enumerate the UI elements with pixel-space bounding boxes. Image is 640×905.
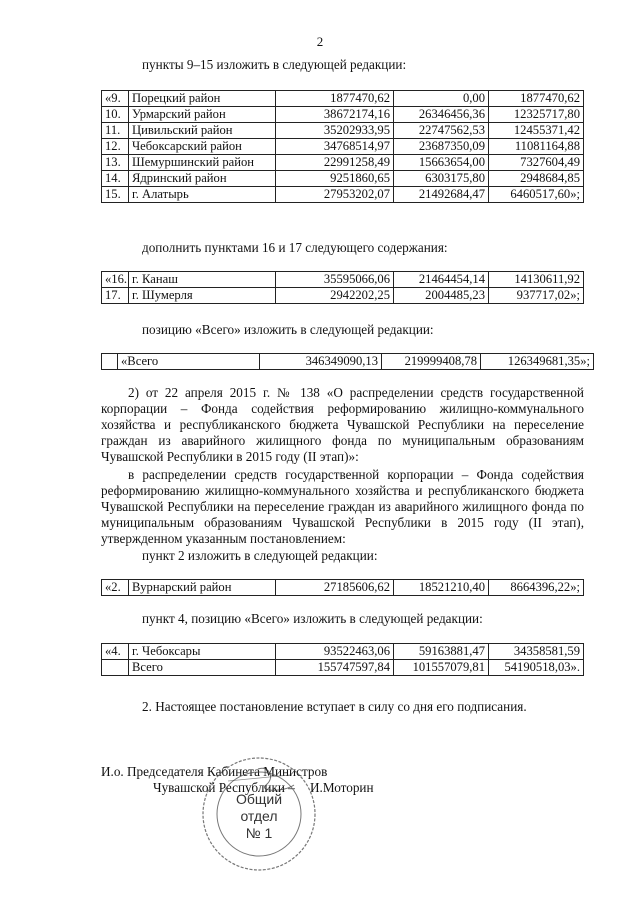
signature-name: И.Моторин [310, 780, 374, 795]
table-row [102, 354, 594, 370]
row-name: Всего [129, 660, 276, 676]
row-value-budget: 2948684,85 [489, 171, 584, 187]
row-number: «4. [102, 644, 129, 660]
row-name: Урмарский район [129, 107, 276, 123]
stamp-text-line3: № 1 [245, 825, 273, 841]
table-row [102, 139, 584, 155]
row-number: 15. [102, 187, 129, 203]
stamp-text-line2: отдел [240, 808, 278, 824]
intro-item-4-total: пункт 4, позицию «Всего» изложить в следующей редакции: [142, 611, 483, 626]
row-value-fund: 22747562,53 [394, 123, 489, 139]
row-value-fund: 59163881,47 [394, 644, 489, 660]
row-value-fund: 15663654,00 [394, 155, 489, 171]
row-name: Ядринский район [129, 171, 276, 187]
row-name: г. Алатырь [129, 187, 276, 203]
row-value-total: 38672174,16 [276, 107, 394, 123]
row-number: 11. [102, 123, 129, 139]
table-row [102, 171, 584, 187]
distribution-paragraph: в распределении средств государственной корпорации – Фонда содействия реформированию жилищно-коммунального хозяйства и республиканского бюджета Чувашской Республики на переселение граждан из аварийного жилищного фонда по муниципальным образованиям Чувашской Республики в 2015 году (II этап), утвержденном указанным постановлением: [101, 467, 584, 546]
intro-items-16-17: дополнить пунктами 16 и 17 следующего содержания: [142, 240, 448, 255]
table-total [101, 353, 594, 370]
row-value-budget: 54190518,03». [489, 660, 584, 676]
row-name: Чебоксарский район [129, 139, 276, 155]
row-value-budget: 7327604,49 [489, 155, 584, 171]
row-number: 12. [102, 139, 129, 155]
row-number: «2. [102, 580, 129, 596]
row-value-fund: 26346456,36 [394, 107, 489, 123]
table-row [102, 187, 584, 203]
row-value-budget: 12325717,80 [489, 107, 584, 123]
row-value-total: 27953202,07 [276, 187, 394, 203]
row-value-budget: 126349681,35»; [481, 354, 594, 370]
row-number: 13. [102, 155, 129, 171]
row-value-fund: 101557079,81 [394, 660, 489, 676]
row-value-fund: 18521210,40 [394, 580, 489, 596]
table-item-4-total [101, 643, 584, 676]
row-value-fund: 219999408,78 [382, 354, 481, 370]
row-value-total: 346349090,13 [260, 354, 382, 370]
row-value-budget: 937717,02»; [489, 288, 584, 304]
row-value-budget: 6460517,60»; [489, 187, 584, 203]
row-value-total: 93522463,06 [276, 644, 394, 660]
row-number: 14. [102, 171, 129, 187]
row-value-total: 155747597,84 [276, 660, 394, 676]
row-number [102, 354, 118, 370]
table-row [102, 123, 584, 139]
row-value-total: 35595066,06 [276, 272, 394, 288]
row-number: «9. [102, 91, 129, 107]
table-items-16-17 [101, 271, 584, 304]
row-value-fund: 0,00 [394, 91, 489, 107]
page-number: 2 [316, 34, 324, 49]
intro-total: позицию «Всего» изложить в следующей редакции: [142, 322, 434, 337]
row-name: Вурнарский район [129, 580, 276, 596]
table-row [102, 660, 584, 676]
row-value-total: 2942202,25 [276, 288, 394, 304]
table-row [102, 580, 584, 596]
table-row [102, 155, 584, 171]
row-name: Шемуршинский район [129, 155, 276, 171]
row-name: Порецкий район [129, 91, 276, 107]
table-item-2 [101, 579, 584, 596]
row-value-total: 1877470,62 [276, 91, 394, 107]
row-value-fund: 23687350,09 [394, 139, 489, 155]
table-items-9-15 [101, 90, 584, 203]
row-number: «16. [102, 272, 129, 288]
table-row [102, 288, 584, 304]
table-row [102, 272, 584, 288]
row-name: «Всего [118, 354, 260, 370]
row-value-fund: 2004485,23 [394, 288, 489, 304]
row-value-fund: 21464454,14 [394, 272, 489, 288]
row-value-budget: 11081164,88 [489, 139, 584, 155]
signature-republic: Чувашской Республики – [153, 780, 295, 795]
row-value-budget: 14130611,92 [489, 272, 584, 288]
row-number: 17. [102, 288, 129, 304]
effective-paragraph: 2. Настоящее постановление вступает в силу со дня его подписания. [142, 699, 527, 714]
row-value-total: 27185606,62 [276, 580, 394, 596]
table-row [102, 644, 584, 660]
row-value-budget: 12455371,42 [489, 123, 584, 139]
table-row [102, 91, 584, 107]
section-2-paragraph: 2) от 22 апреля 2015 г. № 138 «О распределении средств государственной корпорации – Фонда содействия реформированию жилищно-коммунального хозяйства и республиканского бюджета Чувашской Республики на переселение граждан из аварийного жилищного фонда по муниципальным образованиям Чувашской Республики в 2015 году (II этап)»: [101, 385, 584, 464]
row-value-total: 9251860,65 [276, 171, 394, 187]
row-value-fund: 21492684,47 [394, 187, 489, 203]
signature-title: И.о. Председателя Кабинета Министров [101, 764, 328, 779]
row-value-fund: 6303175,80 [394, 171, 489, 187]
stamp-seal [198, 755, 320, 873]
table-row [102, 107, 584, 123]
row-value-budget: 34358581,59 [489, 644, 584, 660]
row-value-budget: 8664396,22»; [489, 580, 584, 596]
row-number [102, 660, 129, 676]
stamp-text-line1: Общий [235, 791, 283, 807]
row-value-total: 34768514,97 [276, 139, 394, 155]
row-value-total: 35202933,95 [276, 123, 394, 139]
intro-items-9-15: пункты 9–15 изложить в следующей редакции: [142, 57, 407, 72]
row-name: г. Чебоксары [129, 644, 276, 660]
intro-item-2: пункт 2 изложить в следующей редакции: [142, 548, 378, 563]
row-number: 10. [102, 107, 129, 123]
row-name: г. Канаш [129, 272, 276, 288]
row-value-budget: 1877470,62 [489, 91, 584, 107]
row-name: Цивильский район [129, 123, 276, 139]
row-value-total: 22991258,49 [276, 155, 394, 171]
row-name: г. Шумерля [129, 288, 276, 304]
